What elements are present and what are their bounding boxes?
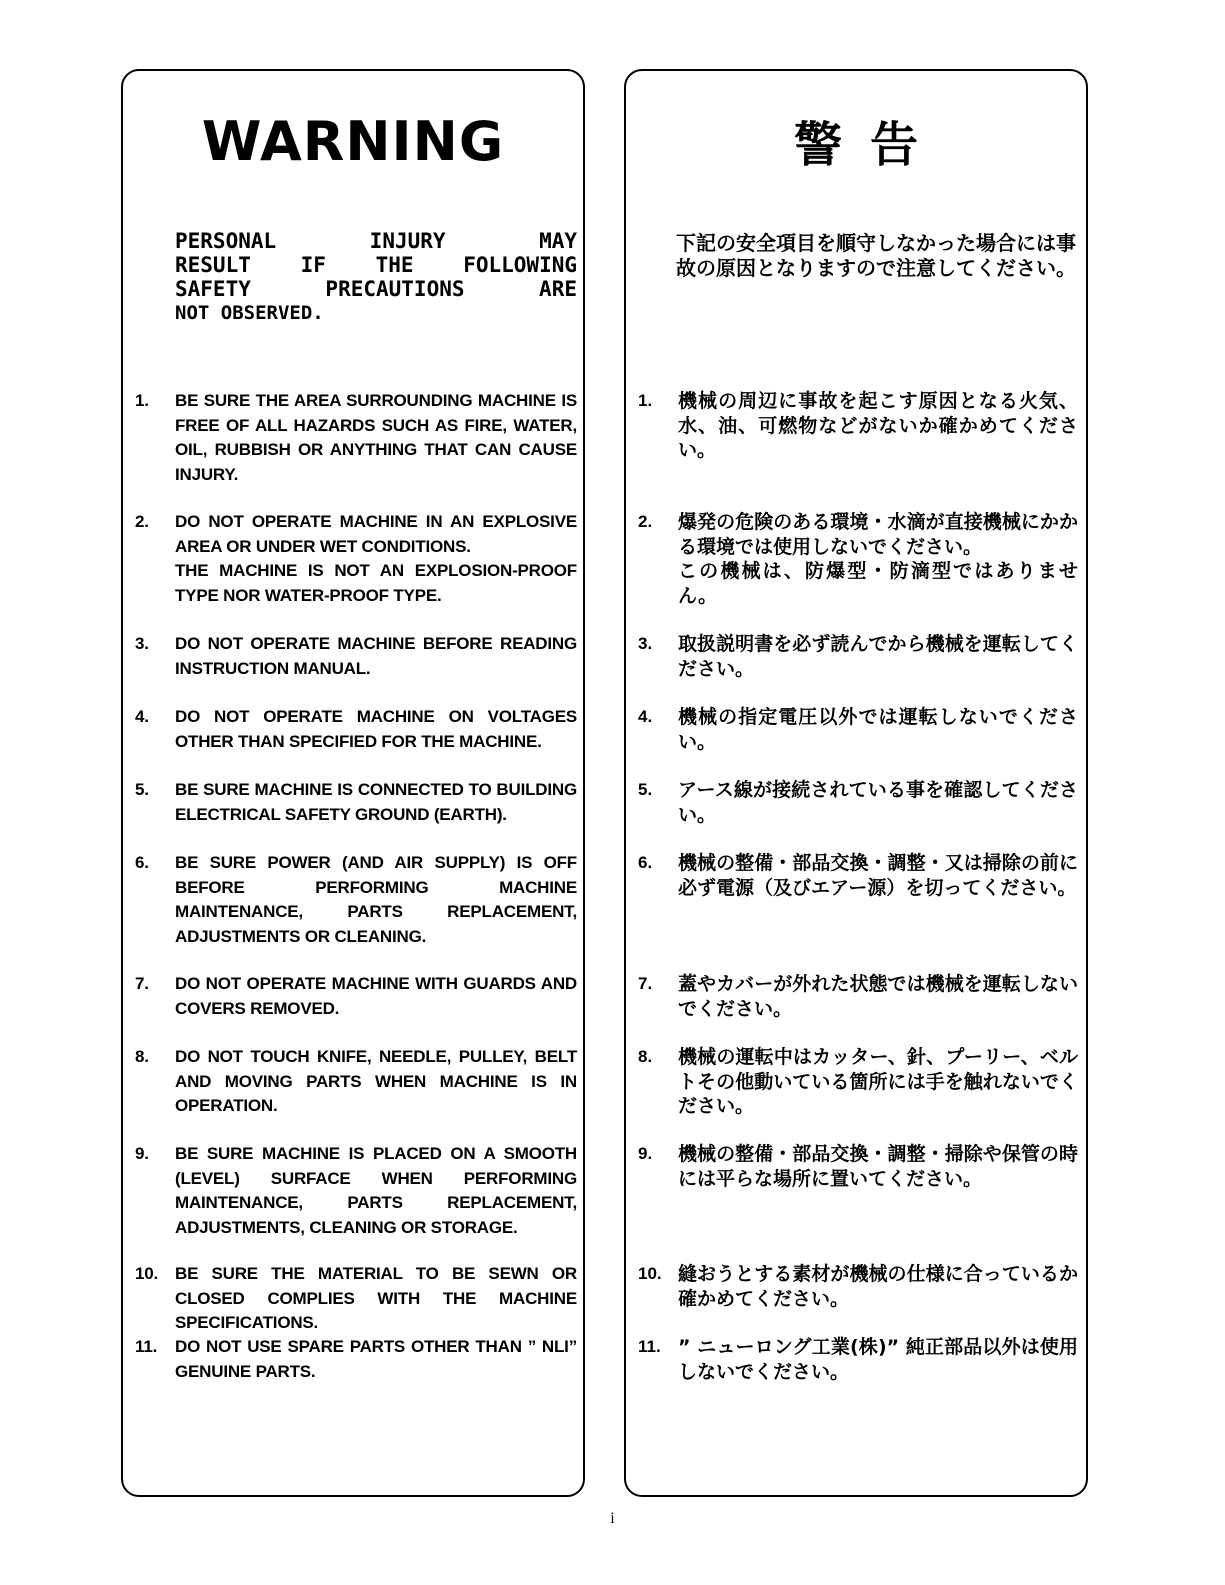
safety-item-ja-1: [638, 389, 1078, 463]
warning-panel-english: [121, 69, 585, 1497]
item-number: 5.: [135, 780, 149, 799]
item-text: 取扱説明書を必ず読んでから機械を運転してください。: [678, 633, 1078, 680]
safety-item-ja-7: [638, 972, 1078, 1021]
safety-item-2: [135, 510, 577, 608]
item-text: BE SURE THE MATERIAL TO BE SEWN OR CLOSED COMPLIES WITH THE MACHINE SPECIFICATIONS.: [175, 1264, 577, 1332]
item-text: BE SURE MACHINE IS CONNECTED TO BUILDING ELECTRICAL SAFETY GROUND (EARTH).: [175, 780, 577, 824]
item-text: 機械の周辺に事故を起こす原因となる火気、水、油、可燃物などがないか確かめてください。: [678, 390, 1078, 461]
item-number: 9.: [638, 1144, 653, 1163]
item-text: 蓋やカバーが外れた状態では機械を運転しないでください。: [678, 973, 1078, 1020]
safety-item-3: [135, 632, 577, 681]
item-text: アース線が接続されている事を確認してください。: [678, 779, 1078, 826]
item-text: DO NOT OPERATE MACHINE IN AN EXPLOSIVE AREA OR UNDER WET CONDITIONS.: [175, 512, 577, 556]
safety-item-8: [135, 1045, 577, 1119]
item-number: 6.: [638, 853, 653, 872]
item-number: 7.: [638, 974, 653, 993]
safety-item-ja-10: [638, 1262, 1078, 1311]
item-text-secondary: THE MACHINE IS NOT AN EXPLOSION-PROOF TYPE NOR WATER-PROOF TYPE.: [175, 561, 577, 605]
safety-item-ja-3: [638, 632, 1078, 681]
warning-title: WARNING: [201, 110, 505, 173]
item-number: 3.: [135, 634, 149, 653]
item-text: 機械の運転中はカッター、針、プーリー、ベルトその他動いている箇所には手を触れないでください。: [678, 1046, 1078, 1117]
item-number: 7.: [135, 974, 149, 993]
item-number: 4.: [135, 707, 149, 726]
item-number: 1.: [135, 391, 149, 410]
item-number: 1.: [638, 391, 653, 410]
warning-panel-japanese: [624, 69, 1088, 1497]
item-number: 10.: [135, 1264, 159, 1283]
intro-line: PERSONAL INJURY MAY: [175, 229, 577, 253]
item-text: 機械の整備・部品交換・調整・又は掃除の前に必ず電源（及びエアー源）を切ってください。: [678, 852, 1078, 899]
safety-item-1: [135, 389, 577, 487]
item-number: 8.: [638, 1047, 653, 1066]
safety-item-ja-4: [638, 705, 1078, 754]
safety-item-11: [135, 1335, 577, 1384]
item-text: BE SURE POWER (AND AIR SUPPLY) IS OFF BEFORE PERFORMING MACHINE MAINTENANCE, PARTS REPLACEMENT, ADJUSTMENTS OR CLEANING.: [175, 853, 577, 946]
safety-item-5: [135, 778, 577, 827]
safety-item-ja-2: [638, 510, 1078, 608]
intro-line: RESULT IF THE FOLLOWING: [175, 253, 577, 277]
item-text: 縫おうとする素材が機械の仕様に合っているか確かめてください。: [678, 1263, 1078, 1310]
warning-title-japanese: 警告: [793, 117, 946, 173]
item-number: 2.: [638, 512, 653, 531]
item-text: DO NOT USE SPARE PARTS OTHER THAN ” NLI” GENUINE PARTS.: [175, 1337, 577, 1381]
item-number: 9.: [135, 1144, 149, 1163]
warning-intro: [175, 229, 577, 325]
safety-item-10: [135, 1262, 577, 1336]
item-text: DO NOT OPERATE MACHINE WITH GUARDS AND COVERS REMOVED.: [175, 974, 577, 1018]
safety-item-4: [135, 705, 577, 754]
safety-item-ja-9: [638, 1142, 1078, 1191]
item-number: 10.: [638, 1264, 662, 1283]
item-number: 4.: [638, 707, 653, 726]
item-number: 5.: [638, 780, 653, 799]
safety-item-ja-11: [638, 1335, 1078, 1384]
intro-line: SAFETY PRECAUTIONS ARE: [175, 277, 577, 301]
page-number: i: [610, 1510, 615, 1527]
item-text: BE SURE THE AREA SURROUNDING MACHINE IS FREE OF ALL HAZARDS SUCH AS FIRE, WATER, OIL, RUBBISH OR ANYTHING THAT CAN CAUSE INJURY.: [175, 391, 577, 484]
item-number: 11.: [638, 1337, 661, 1356]
intro-line: NOT OBSERVED.: [175, 302, 324, 324]
safety-item-ja-6: [638, 851, 1078, 900]
item-text: DO NOT OPERATE MACHINE BEFORE READING INSTRUCTION MANUAL.: [175, 634, 577, 678]
safety-item-ja-5: [638, 778, 1078, 827]
safety-item-9: [135, 1142, 577, 1240]
item-text: DO NOT TOUCH KNIFE, NEEDLE, PULLEY, BELT AND MOVING PARTS WHEN MACHINE IS IN OPERATION.: [175, 1047, 577, 1115]
item-text: BE SURE MACHINE IS PLACED ON A SMOOTH (LEVEL) SURFACE WHEN PERFORMING MAINTENANCE, PARTS REPLACEMENT, ADJUSTMENTS, CLEANING OR STORAGE.: [175, 1144, 577, 1237]
item-text: ” ニューロング工業(株)” 純正部品以外は使用しないでください。: [678, 1336, 1078, 1383]
item-number: 8.: [135, 1047, 149, 1066]
safety-item-6: [135, 851, 577, 949]
item-number: 3.: [638, 634, 653, 653]
item-number: 6.: [135, 853, 149, 872]
item-text: 機械の指定電圧以外では運転しないでください。: [678, 706, 1078, 753]
item-text: 爆発の危険のある環境・水滴が直接機械にかかる環境では使用しないでください。: [678, 511, 1078, 558]
warning-intro-japanese: 下記の安全項目を順守しなかった場合には事故の原因となりますので注意してください。: [676, 231, 1076, 280]
item-text: 機械の整備・部品交換・調整・掃除や保管の時には平らな場所に置いてください。: [678, 1143, 1078, 1190]
item-text: DO NOT OPERATE MACHINE ON VOLTAGES OTHER THAN SPECIFIED FOR THE MACHINE.: [175, 707, 577, 751]
safety-item-7: [135, 972, 577, 1021]
safety-item-ja-8: [638, 1045, 1078, 1119]
item-number: 2.: [135, 512, 149, 531]
item-text-secondary: この機械は、防爆型・防滴型ではありません。: [678, 560, 1078, 607]
item-number: 11.: [135, 1337, 158, 1356]
